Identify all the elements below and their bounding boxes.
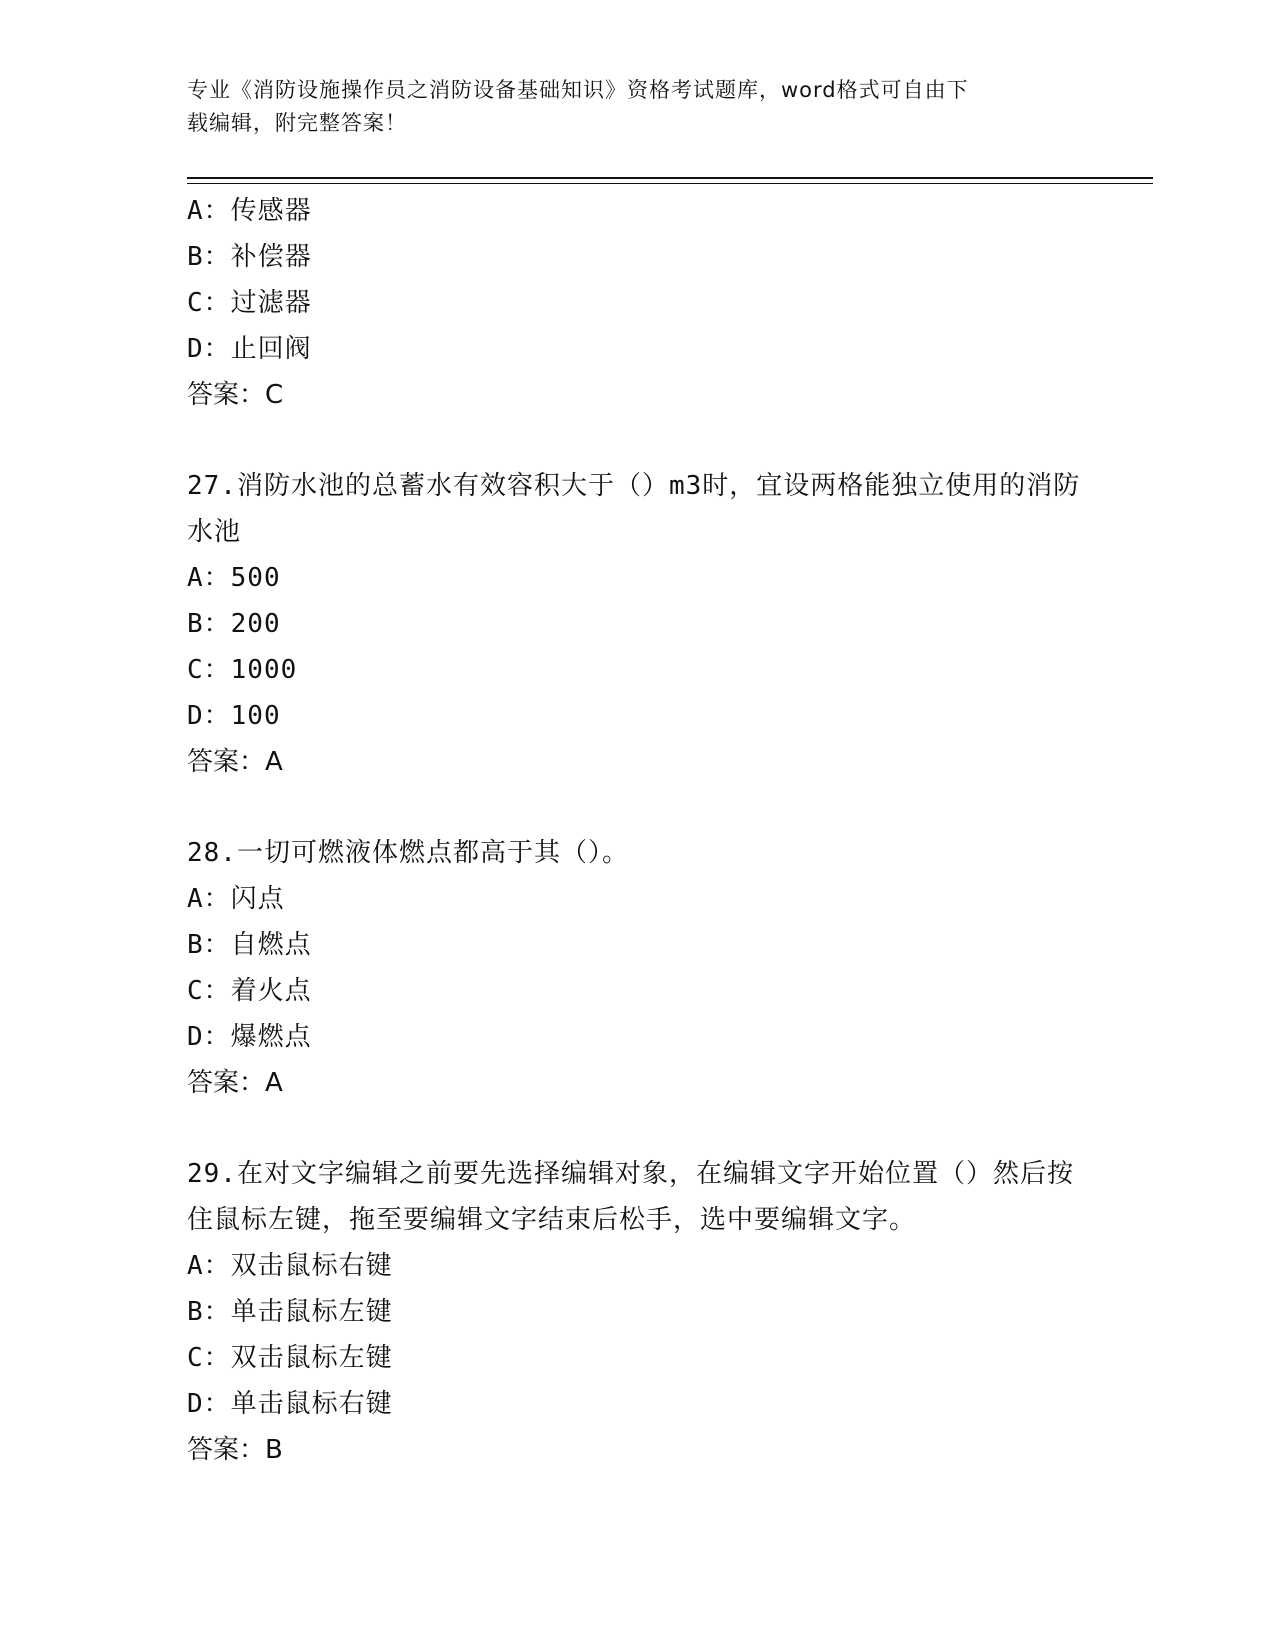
option-a: A：双击鼠标右键 [187,1251,393,1281]
header-rule-thick [187,177,1153,179]
option-c: C：1000 [187,655,298,685]
option-a: A：闪点 [187,884,285,914]
option-d: D：止回阀 [187,334,312,364]
header-line-2: 载编辑，附完整答案！ [187,111,407,135]
question-text: 28.一切可燃液体燃点都高于其（）。 [187,838,629,868]
spacer [187,785,1087,830]
option-d: D：单击鼠标右键 [187,1389,393,1419]
option-d: D：爆燃点 [187,1022,312,1052]
question-text: 27.消防水池的总蓄水有效容积大于（）m3时，宜设两格能独立使用的消防水池 [187,471,1081,547]
option-a: A：500 [187,563,281,593]
answer-line: 答案：C [187,380,284,410]
option-a: A：传感器 [187,196,312,226]
header-line-1: 专业《消防设施操作员之消防设备基础知识》资格考试题库，word格式可自由下 [187,78,969,102]
option-d: D：100 [187,701,281,731]
option-b: B：自燃点 [187,930,312,960]
option-c: C：过滤器 [187,288,312,318]
option-b: B：单击鼠标左键 [187,1297,393,1327]
option-c: C：双击鼠标左键 [187,1343,393,1373]
answer-line: 答案：A [187,1068,283,1098]
document-header [187,74,1067,140]
spacer [187,1106,1087,1151]
answer-line: 答案：A [187,747,283,777]
question-28 [187,830,1087,1106]
question-26 [187,188,1087,418]
question-text: 29.在对文字编辑之前要先选择编辑对象，在编辑文字开始位置（）然后按住鼠标左键，拖至要编辑文字结束后松手，选中要编辑文字。 [187,1159,1074,1235]
answer-line: 答案：B [187,1435,283,1465]
spacer [187,418,1087,463]
option-b: B：200 [187,609,281,639]
option-b: B：补偿器 [187,242,312,272]
header-rule-thin [187,183,1153,184]
question-27 [187,463,1087,785]
question-29 [187,1151,1087,1473]
question-list [187,188,1087,1473]
option-c: C：着火点 [187,976,312,1006]
